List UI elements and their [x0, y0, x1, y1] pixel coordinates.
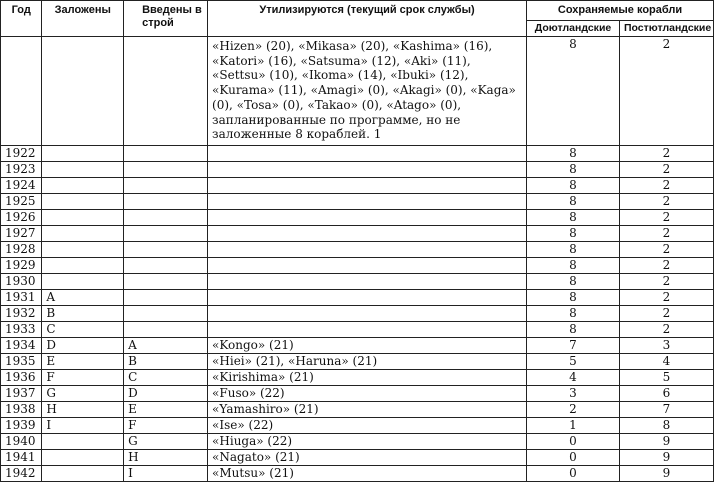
cell-commissioned: [124, 306, 208, 322]
cell-year: 1929: [1, 258, 42, 274]
cell-pre-jutland: 3: [527, 386, 620, 402]
cell-commissioned: D: [124, 386, 208, 402]
header-post-jutland: Постютландские: [619, 20, 713, 36]
header-laid-down: Заложены: [42, 1, 124, 37]
cell-post-jutland: 2: [619, 274, 713, 290]
cell-post-jutland: 9: [619, 466, 713, 482]
cell-commissioned: [124, 274, 208, 290]
cell-laid-down: [42, 37, 124, 146]
header-year: Год: [1, 1, 42, 37]
cell-commissioned: F: [124, 418, 208, 434]
cell-laid-down: I: [42, 418, 124, 434]
table-row: [1, 146, 714, 162]
cell-commissioned: [124, 194, 208, 210]
table-row: [1, 466, 714, 482]
cell-laid-down: [42, 242, 124, 258]
cell-year: 1928: [1, 242, 42, 258]
cell-commissioned: G: [124, 434, 208, 450]
table-body: [1, 37, 714, 482]
table-row: [1, 194, 714, 210]
cell-year: 1930: [1, 274, 42, 290]
cell-post-jutland: 2: [619, 242, 713, 258]
cell-scrapped: [208, 178, 527, 194]
cell-year: [1, 37, 42, 146]
cell-scrapped: [208, 210, 527, 226]
cell-laid-down: [42, 466, 124, 482]
cell-year: 1926: [1, 210, 42, 226]
cell-year: 1935: [1, 354, 42, 370]
table-row-initial: [1, 37, 714, 146]
table-row: [1, 306, 714, 322]
cell-laid-down: H: [42, 402, 124, 418]
cell-pre-jutland: 8: [527, 178, 620, 194]
cell-post-jutland: 4: [619, 354, 713, 370]
cell-scrapped: «Yamashiro» (21): [208, 402, 527, 418]
header-commissioned: Введены в строй: [124, 1, 208, 37]
cell-scrapped: «Kongo» (21): [208, 338, 527, 354]
cell-pre-jutland: 4: [527, 370, 620, 386]
cell-pre-jutland: 8: [527, 306, 620, 322]
header-retained: Сохраняемые корабли: [527, 1, 714, 21]
table-row: [1, 354, 714, 370]
cell-post-jutland: 2: [619, 162, 713, 178]
cell-scrapped: [208, 274, 527, 290]
cell-commissioned: A: [124, 338, 208, 354]
cell-year: 1923: [1, 162, 42, 178]
cell-post-jutland: 2: [619, 290, 713, 306]
table-row: [1, 274, 714, 290]
cell-commissioned: C: [124, 370, 208, 386]
cell-year: 1925: [1, 194, 42, 210]
table-row: [1, 370, 714, 386]
cell-scrapped: «Fuso» (22): [208, 386, 527, 402]
cell-laid-down: F: [42, 370, 124, 386]
cell-post-jutland: 2: [619, 178, 713, 194]
cell-scrapped: «Hizen» (20), «Mikasa» (20), «Kashima» (16), «Katori» (16), «Satsuma» (12), «Aki» (11), «Settsu» (10), «Ikoma» (14), «Ibuki» (12), «Kurama» (11), «Amagi» (0), «Akagi» (0), «Kaga» (0), «Tosa» (0), «Takao» (0), «Atago» (0), запланированные по программе, но не заложенные 8 кораблей. 1: [208, 37, 527, 146]
cell-commissioned: [124, 210, 208, 226]
cell-post-jutland: 9: [619, 450, 713, 466]
cell-year: 1933: [1, 322, 42, 338]
cell-commissioned: [124, 178, 208, 194]
cell-pre-jutland: 8: [527, 258, 620, 274]
cell-year: 1937: [1, 386, 42, 402]
table-row: [1, 450, 714, 466]
cell-laid-down: [42, 146, 124, 162]
cell-year: 1922: [1, 146, 42, 162]
cell-post-jutland: 2: [619, 258, 713, 274]
cell-post-jutland: 5: [619, 370, 713, 386]
table-row: [1, 386, 714, 402]
cell-pre-jutland: 8: [527, 242, 620, 258]
table-row: [1, 226, 714, 242]
cell-year: 1931: [1, 290, 42, 306]
cell-laid-down: [42, 434, 124, 450]
cell-pre-jutland: 2: [527, 402, 620, 418]
cell-laid-down: [42, 258, 124, 274]
cell-commissioned: B: [124, 354, 208, 370]
cell-year: 1927: [1, 226, 42, 242]
cell-laid-down: [42, 274, 124, 290]
cell-commissioned: [124, 322, 208, 338]
cell-post-jutland: 2: [619, 226, 713, 242]
cell-commissioned: [124, 290, 208, 306]
table-row: [1, 434, 714, 450]
cell-laid-down: [42, 450, 124, 466]
cell-pre-jutland: 7: [527, 338, 620, 354]
cell-laid-down: [42, 194, 124, 210]
cell-pre-jutland: 0: [527, 466, 620, 482]
cell-pre-jutland: 8: [527, 226, 620, 242]
cell-post-jutland: 3: [619, 338, 713, 354]
cell-post-jutland: 9: [619, 434, 713, 450]
table-row: [1, 322, 714, 338]
cell-post-jutland: 7: [619, 402, 713, 418]
cell-scrapped: [208, 322, 527, 338]
cell-year: 1936: [1, 370, 42, 386]
cell-pre-jutland: 8: [527, 290, 620, 306]
cell-year: 1932: [1, 306, 42, 322]
cell-scrapped: [208, 242, 527, 258]
cell-scrapped: «Hiei» (21), «Haruna» (21): [208, 354, 527, 370]
cell-scrapped: [208, 258, 527, 274]
cell-scrapped: «Kirishima» (21): [208, 370, 527, 386]
cell-pre-jutland: 8: [527, 274, 620, 290]
cell-post-jutland: 2: [619, 210, 713, 226]
table-row: [1, 258, 714, 274]
cell-year: 1941: [1, 450, 42, 466]
cell-year: 1938: [1, 402, 42, 418]
cell-scrapped: [208, 146, 527, 162]
cell-post-jutland: 2: [619, 322, 713, 338]
cell-post-jutland: 6: [619, 386, 713, 402]
table-row: [1, 338, 714, 354]
cell-scrapped: [208, 226, 527, 242]
cell-post-jutland: 2: [619, 306, 713, 322]
cell-commissioned: [124, 162, 208, 178]
cell-pre-jutland: 0: [527, 450, 620, 466]
cell-year: 1924: [1, 178, 42, 194]
cell-scrapped: [208, 306, 527, 322]
cell-commissioned: [124, 37, 208, 146]
cell-post-jutland: 8: [619, 418, 713, 434]
cell-year: 1939: [1, 418, 42, 434]
table-row: [1, 290, 714, 306]
cell-pre-jutland: 8: [527, 37, 620, 146]
cell-pre-jutland: 0: [527, 434, 620, 450]
cell-year: 1942: [1, 466, 42, 482]
header-pre-jutland: Доютландские: [527, 20, 620, 36]
cell-pre-jutland: 8: [527, 162, 620, 178]
table-row: [1, 418, 714, 434]
table-row: [1, 210, 714, 226]
cell-laid-down: D: [42, 338, 124, 354]
header-scrapped: Утилизируются (текущий срок службы): [208, 1, 527, 37]
cell-scrapped: «Hiuga» (22): [208, 434, 527, 450]
cell-year: 1940: [1, 434, 42, 450]
cell-commissioned: I: [124, 466, 208, 482]
cell-commissioned: [124, 258, 208, 274]
cell-laid-down: E: [42, 354, 124, 370]
table-header: [1, 1, 714, 37]
cell-laid-down: B: [42, 306, 124, 322]
cell-laid-down: A: [42, 290, 124, 306]
cell-commissioned: [124, 146, 208, 162]
cell-post-jutland: 2: [619, 146, 713, 162]
cell-pre-jutland: 8: [527, 146, 620, 162]
cell-pre-jutland: 8: [527, 194, 620, 210]
cell-laid-down: [42, 178, 124, 194]
cell-commissioned: [124, 226, 208, 242]
cell-scrapped: «Mutsu» (21): [208, 466, 527, 482]
cell-pre-jutland: 8: [527, 322, 620, 338]
table-row: [1, 178, 714, 194]
cell-commissioned: [124, 242, 208, 258]
table-row: [1, 162, 714, 178]
cell-post-jutland: 2: [619, 194, 713, 210]
cell-scrapped: «Nagato» (21): [208, 450, 527, 466]
cell-laid-down: [42, 226, 124, 242]
cell-laid-down: G: [42, 386, 124, 402]
table-row: [1, 242, 714, 258]
cell-commissioned: E: [124, 402, 208, 418]
cell-commissioned: H: [124, 450, 208, 466]
cell-post-jutland: 2: [619, 37, 713, 146]
cell-laid-down: [42, 162, 124, 178]
cell-scrapped: «Ise» (22): [208, 418, 527, 434]
cell-pre-jutland: 8: [527, 210, 620, 226]
cell-scrapped: [208, 290, 527, 306]
cell-pre-jutland: 1: [527, 418, 620, 434]
cell-year: 1934: [1, 338, 42, 354]
cell-pre-jutland: 5: [527, 354, 620, 370]
cell-scrapped: [208, 194, 527, 210]
table-row: [1, 402, 714, 418]
cell-laid-down: C: [42, 322, 124, 338]
cell-laid-down: [42, 210, 124, 226]
cell-scrapped: [208, 162, 527, 178]
